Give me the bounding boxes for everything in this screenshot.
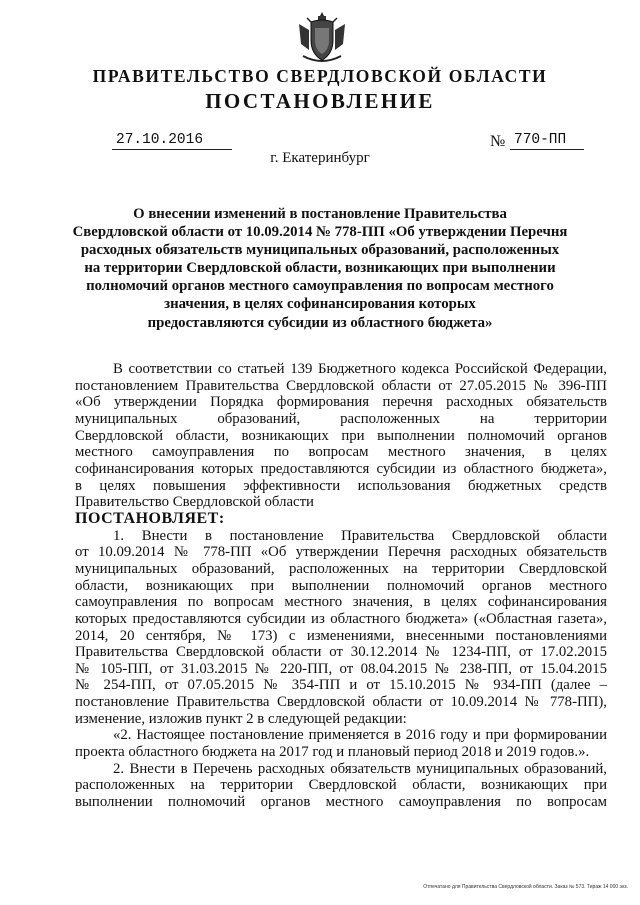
number-sign: № [490, 133, 506, 150]
text-line: № 105-ПП, от 31.03.2015 № 220-ПП, от 08.04.2015 № 238-ПП, от 15.04.2015 [75, 660, 607, 677]
text-line: постановлением Правительства Свердловской области от 27.05.2015 № 396-ПП [75, 377, 607, 394]
text-line: местного самоуправления по вопросам местного значения, в целях [75, 444, 607, 461]
quote [75, 727, 607, 760]
text-line: «Об утверждении Порядка формирования перечня расходных обязательств [75, 394, 607, 411]
print-footer: Отпечатано для Правительства Свердловской области. Заказ № 573. Тираж 14 000 экз. [423, 884, 628, 890]
title-line: О внесении изменений в постановление Правительства [133, 206, 507, 222]
document-type: ПОСТАНОВЛЕНИЕ [205, 89, 435, 113]
text-line: проекта областного бюджета на 2017 год и плановый период 2018 и 2019 годов.». [75, 744, 590, 761]
text-line: которых предоставляются субсидии из областного бюджета» («Областная газета», [75, 610, 607, 627]
coat-of-arms-icon [297, 10, 347, 66]
text-line: выполнении полномочий органов местного самоуправления по вопросам [75, 794, 607, 811]
text-line: софинансирования которых предоставляются субсидии из областного бюджета», [75, 460, 607, 477]
document-body [75, 361, 607, 811]
text-line: № 254-ПП, от 07.05.2015 № 354-ПП и от 15.10.2015 № 934-ПП (далее – [75, 677, 607, 694]
title-line: значения, в целях софинансирования которых [164, 296, 476, 313]
document-number: 770-ПП [510, 132, 584, 150]
text-line: 2014, 20 сентября, № 173) с изменениями, внесенными постановлениями [75, 627, 607, 644]
text-line: В соответствии со статьей 139 Бюджетного кодекса Российской Федерации, [113, 361, 607, 377]
document-title [70, 205, 570, 332]
text-line: муниципальных образований, расположенных на территории Свердловской [75, 560, 607, 577]
item-2 [75, 761, 607, 811]
title-line: предоставляются субсидии из областного бюджета» [147, 314, 493, 331]
decree-heading: ПОСТАНОВЛЯЕТ: [75, 509, 225, 527]
title-line: Свердловской области от 10.09.2014 № 778-ПП «Об утверждении Перечня [72, 224, 568, 241]
item-1 [75, 528, 607, 728]
text-line: Правительства Свердловской области от 30.12.2014 № 1234-ПП, от 17.02.2015 [75, 644, 607, 661]
title-line: расходных обязательств муниципальных образований, расположенных [80, 242, 560, 259]
text-line: самоуправления по вопросам местного значения, в целях софинансирования [75, 594, 607, 611]
organization-name: ПРАВИТЕЛЬСТВО СВЕРДЛОВСКОЙ ОБЛАСТИ [92, 66, 548, 86]
title-line: полномочий органов местного самоуправления по вопросам местного [86, 278, 554, 295]
text-line: изменение, изложив пункт 2 в следующей редакции: [75, 710, 407, 727]
document-date: 27.10.2016 [112, 132, 232, 150]
text-line: «2. Настоящее постановление применяется в 2016 году и при формировании [113, 727, 607, 744]
text-line: расположенных на территории Свердловской области, возникающих при [75, 777, 607, 794]
preamble [75, 361, 607, 511]
text-line: Свердловской области, возникающих при выполнении полномочий органов [75, 427, 607, 444]
title-line: на территории Свердловской области, возникающих при выполнении [84, 260, 556, 277]
city: г. Екатеринбург [270, 150, 370, 166]
text-line: 1. Внести в постановление Правительства Свердловской области [113, 527, 607, 544]
text-line: области, возникающих при выполнении полномочий органов местного [75, 577, 607, 594]
text-line: от 10.09.2014 № 778-ПП «Об утверждении Перечня расходных обязательств [75, 544, 607, 561]
text-line: Правительство Свердловской области [75, 494, 314, 511]
text-line: в целях повышения эффективности использования бюджетных средств [75, 477, 607, 494]
text-line: муниципальных образований, расположенных на территории [75, 410, 607, 427]
text-line: постановление Правительства Свердловской области от 10.09.2014 № 778-ПП), [75, 694, 607, 711]
text-line: 2. Внести в Перечень расходных обязательств муниципальных образований, [113, 760, 607, 777]
